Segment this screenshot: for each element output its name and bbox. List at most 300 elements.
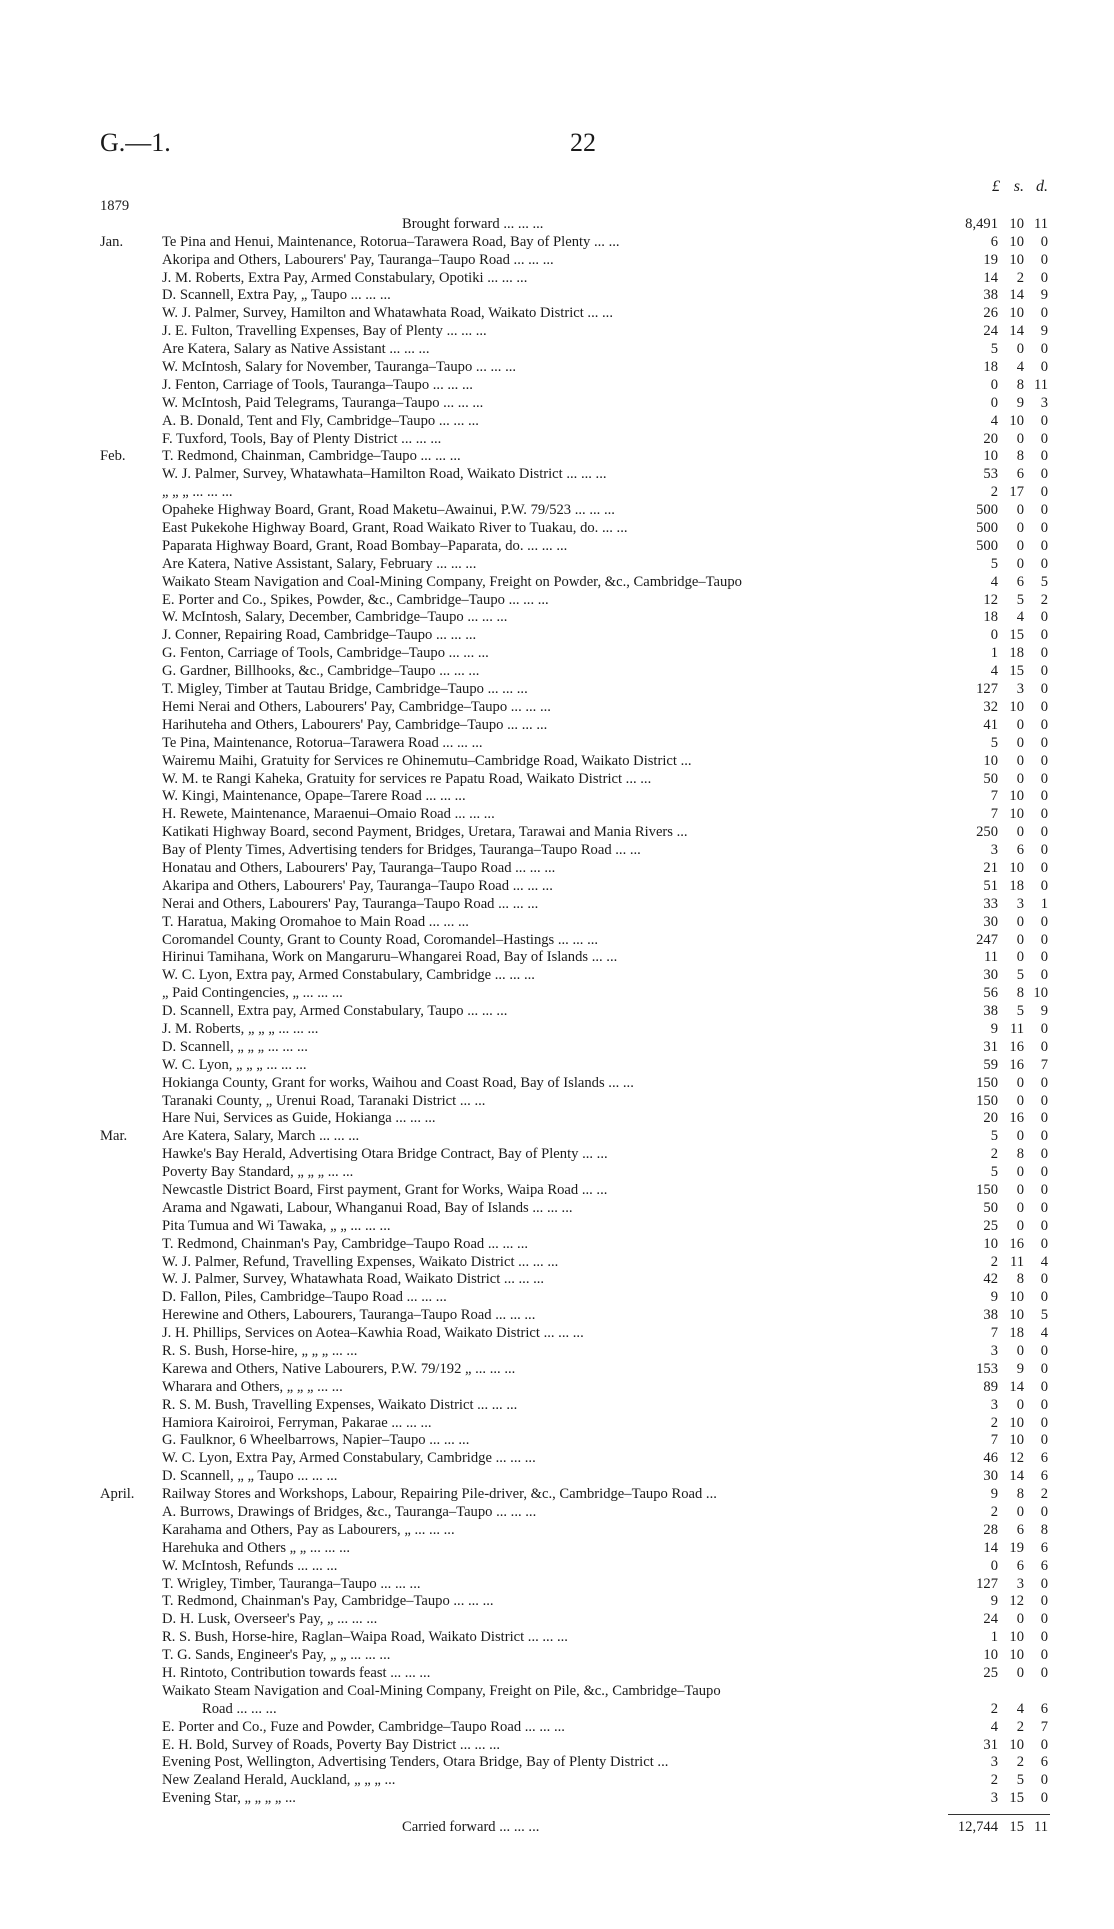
amount-shillings: 0 (1016, 537, 1024, 554)
amount-pounds: 4 (990, 573, 998, 590)
ledger-row (100, 681, 1050, 699)
amount-pounds: 7 (990, 1325, 998, 1342)
amount-pounds: 20 (983, 430, 998, 447)
month-label: Mar. (100, 1128, 128, 1145)
amount-pounds: 8,491 (965, 215, 998, 232)
amount-shillings: 8 (1016, 448, 1024, 465)
total-pence: 11 (1033, 1819, 1048, 1836)
ledger-row (100, 663, 1050, 681)
amount-shillings: 10 (1009, 788, 1024, 805)
amount-pence: 0 (1040, 627, 1048, 644)
amount-shillings: 8 (1016, 1271, 1024, 1288)
ledger-row (100, 1576, 1050, 1594)
amount-pounds: 56 (983, 985, 998, 1002)
entry-description: Brought forward ... ... ... (402, 215, 544, 232)
amount-pounds: 0 (990, 1557, 998, 1574)
entry-description: E. H. Bold, Survey of Roads, Poverty Bay District ... ... ... (162, 1736, 501, 1753)
amount-pence: 0 (1040, 663, 1048, 680)
entry-description: J. M. Roberts, „ „ „ ... ... ... (162, 1020, 319, 1037)
amount-pounds: 0 (990, 394, 998, 411)
amount-shillings: 6 (1016, 466, 1024, 483)
amount-pounds: 2 (990, 1700, 998, 1717)
amount-pence: 9 (1040, 323, 1048, 340)
amount-pence: 6 (1040, 1557, 1048, 1574)
amount-pence: 0 (1040, 448, 1048, 465)
amount-shillings: 0 (1016, 1164, 1024, 1181)
amount-pounds: 12 (983, 591, 998, 608)
amount-shillings: 0 (1016, 1128, 1024, 1145)
amount-pounds: 2 (990, 1772, 998, 1789)
amount-pence: 0 (1040, 1289, 1048, 1306)
amount-shillings: 10 (1009, 698, 1024, 715)
ledger-row (100, 1737, 1050, 1755)
amount-pounds: 500 (976, 520, 998, 537)
ledger-row (100, 1307, 1050, 1325)
amount-shillings: 18 (1009, 1325, 1024, 1342)
amount-shillings: 16 (1009, 1038, 1024, 1055)
amount-shillings: 6 (1016, 842, 1024, 859)
amount-pence: 0 (1040, 1271, 1048, 1288)
amount-shillings: 0 (1016, 734, 1024, 751)
amount-pounds: 10 (983, 752, 998, 769)
entry-description: Harihuteha and Others, Labourers' Pay, Cambridge–Taupo ... ... ... (162, 716, 548, 733)
ledger-row (100, 1325, 1050, 1343)
entry-description: T. Migley, Timber at Tautau Bridge, Cambridge–Taupo ... ... ... (162, 681, 528, 698)
amount-pounds: 150 (976, 1092, 998, 1109)
amount-pence: 0 (1040, 770, 1048, 787)
ledger-row (100, 502, 1050, 520)
amount-shillings: 5 (1016, 1772, 1024, 1789)
amount-shillings: 0 (1016, 913, 1024, 930)
amount-pence: 0 (1040, 806, 1048, 823)
amount-shillings: 12 (1009, 1450, 1024, 1467)
amount-shillings: 16 (1009, 1235, 1024, 1252)
amount-pounds: 5 (990, 1128, 998, 1145)
amount-pence: 5 (1040, 1307, 1048, 1324)
shillings-column-header: s. (1013, 178, 1024, 195)
amount-pounds: 38 (983, 287, 998, 304)
amount-shillings: 0 (1016, 752, 1024, 769)
amount-shillings: 19 (1009, 1539, 1024, 1556)
amount-shillings: 3 (1016, 1575, 1024, 1592)
pounds-column-header: £ (992, 178, 1000, 195)
amount-pounds: 150 (976, 1074, 998, 1091)
amount-shillings: 9 (1016, 1360, 1024, 1377)
entry-description: Evening Post, Wellington, Advertising Tenders, Otara Bridge, Bay of Plenty District ... (162, 1754, 669, 1771)
ledger-row (100, 1343, 1050, 1361)
entry-description: Waikato Steam Navigation and Coal-Mining Company, Freight on Pile, &c., Cambridge–Taupo (162, 1682, 721, 1699)
amount-pence: 0 (1040, 1736, 1048, 1753)
amount-pence: 0 (1040, 752, 1048, 769)
amount-shillings: 0 (1016, 931, 1024, 948)
entry-description: Wharara and Others, „ „ „ ... ... (162, 1378, 343, 1395)
ledger-row (100, 1039, 1050, 1057)
amount-pence: 0 (1040, 1575, 1048, 1592)
amount-pounds: 14 (983, 1539, 998, 1556)
amount-pence: 0 (1040, 698, 1048, 715)
ledger-row (100, 949, 1050, 967)
amount-pounds: 127 (976, 681, 998, 698)
ledger-row (100, 1558, 1050, 1576)
amount-pounds: 41 (983, 716, 998, 733)
amount-pounds: 7 (990, 788, 998, 805)
amount-shillings: 0 (1016, 949, 1024, 966)
amount-pence: 0 (1040, 1790, 1048, 1807)
amount-shillings: 0 (1016, 555, 1024, 572)
amount-pounds: 30 (983, 967, 998, 984)
amount-pounds: 2 (990, 484, 998, 501)
entry-description: Are Katera, Salary as Native Assistant ... ... ... (162, 341, 430, 358)
amount-pence: 0 (1040, 609, 1048, 626)
entry-description: R. S. Bush, Horse-hire, Raglan–Waipa Road, Waikato District ... ... ... (162, 1629, 568, 1646)
amount-pounds: 25 (983, 1665, 998, 1682)
amount-pounds: 9 (990, 1020, 998, 1037)
amount-shillings: 9 (1016, 394, 1024, 411)
amount-pence: 0 (1040, 1593, 1048, 1610)
entry-description: W. McIntosh, Paid Telegrams, Tauranga–Taupo ... ... ... (162, 394, 484, 411)
amount-shillings: 5 (1016, 1003, 1024, 1020)
entry-description: D. Scannell, „ „ „ ... ... ... (162, 1038, 308, 1055)
amount-pence: 0 (1040, 520, 1048, 537)
ledger-row (100, 1683, 1050, 1701)
ledger-row (100, 1379, 1050, 1397)
ledger-row (100, 413, 1050, 431)
amount-pounds: 1 (990, 645, 998, 662)
amount-pounds: 30 (983, 1468, 998, 1485)
entry-description: Paparata Highway Board, Grant, Road Bombay–Paparata, do. ... ... ... (162, 537, 568, 554)
ledger-row (100, 645, 1050, 663)
amount-pounds: 50 (983, 1199, 998, 1216)
amount-pounds: 5 (990, 341, 998, 358)
amount-pence: 6 (1040, 1539, 1048, 1556)
ledger-row (100, 1289, 1050, 1307)
ledger-row (100, 1540, 1050, 1558)
amount-pence: 2 (1040, 1486, 1048, 1503)
ledger-rows (100, 216, 1050, 1808)
ledger-row (100, 341, 1050, 359)
amount-shillings: 17 (1009, 484, 1024, 501)
amount-shillings: 10 (1009, 859, 1024, 876)
amount-pence: 0 (1040, 1629, 1048, 1646)
amount-pounds: 21 (983, 859, 998, 876)
ledger-row (100, 1611, 1050, 1629)
amount-pence: 11 (1033, 376, 1048, 393)
amount-pence: 3 (1040, 394, 1048, 411)
entry-description: Nerai and Others, Labourers' Pay, Tauranga–Taupo Road ... ... ... (162, 895, 539, 912)
amount-pounds: 7 (990, 1432, 998, 1449)
amount-shillings: 15 (1009, 627, 1024, 644)
entry-description: J. Fenton, Carriage of Tools, Tauranga–Taupo ... ... ... (162, 376, 473, 393)
amount-pounds: 31 (983, 1736, 998, 1753)
amount-pence: 0 (1040, 412, 1048, 429)
ledger-row (100, 1701, 1050, 1719)
amount-shillings: 14 (1009, 287, 1024, 304)
amount-shillings: 0 (1016, 520, 1024, 537)
amount-pounds: 5 (990, 1164, 998, 1181)
amount-shillings: 0 (1016, 1074, 1024, 1091)
amount-pence: 0 (1040, 842, 1048, 859)
document-reference: G.—1. (100, 128, 171, 157)
ledger-row (100, 1450, 1050, 1468)
amount-pounds: 0 (990, 627, 998, 644)
amount-pounds: 2 (990, 1504, 998, 1521)
entry-description: G. Gardner, Billhooks, &c., Cambridge–Taupo ... ... ... (162, 663, 480, 680)
amount-pence: 8 (1040, 1521, 1048, 1538)
entry-description: Are Katera, Salary, March ... ... ... (162, 1128, 360, 1145)
ledger-row (100, 1790, 1050, 1808)
entry-description: Akoripa and Others, Labourers' Pay, Tauranga–Taupo Road ... ... ... (162, 251, 554, 268)
ledger-row (100, 717, 1050, 735)
year-row (100, 198, 1050, 216)
amount-shillings: 6 (1016, 1557, 1024, 1574)
entry-description: Hawke's Bay Herald, Advertising Otara Bridge Contract, Bay of Plenty ... ... (162, 1146, 608, 1163)
amount-shillings: 2 (1016, 1754, 1024, 1771)
amount-shillings: 8 (1016, 985, 1024, 1002)
amount-pence: 0 (1040, 681, 1048, 698)
amount-pounds: 9 (990, 1593, 998, 1610)
amount-pence: 0 (1040, 251, 1048, 268)
entry-description: Bay of Plenty Times, Advertising tenders for Bridges, Tauranga–Taupo Road ... ... (162, 842, 641, 859)
entry-description: Akaripa and Others, Labourers' Pay, Tauranga–Taupo Road ... ... ... (162, 877, 553, 894)
ledger-row (100, 1110, 1050, 1128)
month-label: Jan. (100, 233, 124, 250)
amount-pounds: 0 (990, 376, 998, 393)
amount-pence: 0 (1040, 1217, 1048, 1234)
amount-pounds: 38 (983, 1307, 998, 1324)
amount-shillings: 6 (1016, 573, 1024, 590)
amount-shillings: 10 (1009, 1736, 1024, 1753)
amount-shillings: 14 (1009, 323, 1024, 340)
entry-description: Hokianga County, Grant for works, Waihou and Coast Road, Bay of Islands ... ... (162, 1074, 634, 1091)
amount-shillings: 0 (1016, 1611, 1024, 1628)
entry-description: Coromandel County, Grant to County Road, Coromandel–Hastings ... ... ... (162, 931, 599, 948)
ledger-row (100, 216, 1050, 234)
amount-pounds: 150 (976, 1181, 998, 1198)
ledger-row (100, 1432, 1050, 1450)
amount-shillings: 2 (1016, 269, 1024, 286)
amount-shillings: 14 (1009, 1378, 1024, 1395)
amount-pence: 0 (1040, 1235, 1048, 1252)
amount-pounds: 31 (983, 1038, 998, 1055)
amount-shillings: 0 (1016, 1199, 1024, 1216)
page-header (100, 128, 1050, 158)
entry-description: Karahama and Others, Pay as Labourers, „ ... ... ... (162, 1521, 455, 1538)
entry-description: Arama and Ngawati, Labour, Whanganui Road, Bay of Islands ... ... ... (162, 1199, 573, 1216)
ledger-row (100, 1522, 1050, 1540)
amount-pence: 0 (1040, 1647, 1048, 1664)
amount-pounds: 24 (983, 1611, 998, 1628)
ledger-row (100, 1182, 1050, 1200)
entry-description: W. McIntosh, Salary for November, Tauranga–Taupo ... ... ... (162, 359, 517, 376)
entry-description: R. S. M. Bush, Travelling Expenses, Waikato District ... ... ... (162, 1396, 518, 1413)
entry-description: W. J. Palmer, Survey, Whatawhata–Hamilton Road, Waikato District ... ... ... (162, 466, 607, 483)
amount-pounds: 1 (990, 1629, 998, 1646)
ledger-row (100, 627, 1050, 645)
amount-pounds: 7 (990, 806, 998, 823)
entry-description: T. Redmond, Chainman's Pay, Cambridge–Taupo ... ... ... (162, 1593, 494, 1610)
entry-description: W. C. Lyon, Extra pay, Armed Constabulary, Cambridge ... ... ... (162, 967, 535, 984)
amount-shillings: 12 (1009, 1593, 1024, 1610)
entry-description: W. J. Palmer, Refund, Travelling Expenses, Waikato District ... ... ... (162, 1253, 559, 1270)
amount-pence: 0 (1040, 1199, 1048, 1216)
amount-shillings: 10 (1009, 1289, 1024, 1306)
amount-shillings: 10 (1009, 305, 1024, 322)
entry-description: W. Kingi, Maintenance, Opape–Tarere Road ... ... ... (162, 788, 466, 805)
amount-pence: 0 (1040, 824, 1048, 841)
entry-description: Honatau and Others, Labourers' Pay, Tauranga–Taupo Road ... ... ... (162, 859, 556, 876)
entry-description: E. Porter and Co., Fuze and Powder, Cambridge–Taupo Road ... ... ... (162, 1718, 565, 1735)
amount-pence: 0 (1040, 1128, 1048, 1145)
amount-pence: 9 (1040, 287, 1048, 304)
entry-description: T. Wrigley, Timber, Tauranga–Taupo ... ... ... (162, 1575, 421, 1592)
entry-description: Hirinui Tamihana, Work on Mangaruru–Whangarei Road, Bay of Islands ... ... (162, 949, 618, 966)
ledger-row (100, 896, 1050, 914)
amount-pence: 0 (1040, 1378, 1048, 1395)
ledger-row (100, 574, 1050, 592)
ledger-row (100, 967, 1050, 985)
amount-pounds: 10 (983, 1647, 998, 1664)
amount-pounds: 3 (990, 1396, 998, 1413)
amount-shillings: 0 (1016, 1504, 1024, 1521)
amount-shillings: 10 (1009, 233, 1024, 250)
amount-pence: 6 (1040, 1754, 1048, 1771)
ledger-row (100, 520, 1050, 538)
ledger-row (100, 824, 1050, 842)
ledger-row (100, 1218, 1050, 1236)
ledger-row (100, 359, 1050, 377)
ledger-row (100, 985, 1050, 1003)
amount-pence: 0 (1040, 233, 1048, 250)
amount-pence: 0 (1040, 555, 1048, 572)
amount-shillings: 16 (1009, 1056, 1024, 1073)
amount-pounds: 3 (990, 842, 998, 859)
amount-shillings: 3 (1016, 895, 1024, 912)
ledger-row (100, 1254, 1050, 1272)
ledger-row (100, 1397, 1050, 1415)
amount-pounds: 33 (983, 895, 998, 912)
ledger-row (100, 1754, 1050, 1772)
amount-shillings: 0 (1016, 1665, 1024, 1682)
carried-forward-row (100, 1814, 1050, 1838)
ledger-row (100, 1003, 1050, 1021)
entry-description: Hamiora Kairoiroi, Ferryman, Pakarae ... ... ... (162, 1414, 432, 1431)
ledger-row (100, 1164, 1050, 1182)
amount-pounds: 51 (983, 877, 998, 894)
ledger-row (100, 538, 1050, 556)
ledger-row (100, 806, 1050, 824)
entry-description: Newcastle District Board, First payment, Grant for Works, Waipa Road ... ... (162, 1181, 608, 1198)
amount-shillings: 0 (1016, 1217, 1024, 1234)
amount-shillings: 0 (1016, 716, 1024, 733)
ledger-row (100, 234, 1050, 252)
amount-pence: 0 (1040, 967, 1048, 984)
currency-column-headers (100, 178, 1050, 198)
ledger-row (100, 287, 1050, 305)
amount-shillings: 2 (1016, 1718, 1024, 1735)
entry-description: D. Scannell, Extra Pay, „ Taupo ... ... ... (162, 287, 391, 304)
ledger-row (100, 305, 1050, 323)
amount-pounds: 2 (990, 1414, 998, 1431)
amount-pounds: 10 (983, 448, 998, 465)
pence-column-header: d. (1036, 178, 1048, 195)
amount-pounds: 24 (983, 323, 998, 340)
amount-pence: 0 (1040, 1343, 1048, 1359)
entry-description: Road ... ... ... (202, 1700, 277, 1717)
amount-pounds: 4 (990, 412, 998, 429)
entry-description: G. Faulknor, 6 Wheelbarrows, Napier–Taupo ... ... ... (162, 1432, 470, 1449)
amount-pence: 0 (1040, 788, 1048, 805)
entry-description: W. J. Palmer, Survey, Whatawhata Road, Waikato District ... ... ... (162, 1271, 545, 1288)
ledger-row (100, 1415, 1050, 1433)
ledger-row (100, 323, 1050, 341)
entry-description: E. Porter and Co., Spikes, Powder, &c., Cambridge–Taupo ... ... ... (162, 591, 549, 608)
amount-pence: 7 (1040, 1056, 1048, 1073)
amount-pence: 0 (1040, 1092, 1048, 1109)
entry-description: Hemi Nerai and Others, Labourers' Pay, Cambridge–Taupo ... ... ... (162, 698, 551, 715)
amount-shillings: 16 (1009, 1110, 1024, 1127)
entry-description: F. Tuxford, Tools, Bay of Plenty District ... ... ... (162, 430, 442, 447)
ledger-row (100, 914, 1050, 932)
amount-shillings: 5 (1016, 591, 1024, 608)
entry-description: W. M. te Rangi Kaheka, Gratuity for services re Papatu Road, Waikato District ... ... (162, 770, 652, 787)
amount-pounds: 25 (983, 1217, 998, 1234)
amount-pence: 0 (1040, 931, 1048, 948)
amount-pence: 0 (1040, 1181, 1048, 1198)
amount-pence: 0 (1040, 359, 1048, 376)
month-label: Feb. (100, 448, 126, 465)
entry-description: „ „ „ ... ... ... (162, 484, 233, 501)
amount-pence: 0 (1040, 269, 1048, 286)
entry-description: D. Scannell, „ „ Taupo ... ... ... (162, 1468, 338, 1485)
entry-description: Railway Stores and Workshops, Labour, Repairing Pile-driver, &c., Cambridge–Taupo Road ... (162, 1486, 717, 1503)
amount-shillings: 6 (1016, 1521, 1024, 1538)
amount-pence: 0 (1040, 949, 1048, 966)
amount-pounds: 153 (976, 1360, 998, 1377)
amount-pence: 0 (1040, 1110, 1048, 1127)
entry-description: J. Conner, Repairing Road, Cambridge–Taupo ... ... ... (162, 627, 477, 644)
ledger-row (100, 484, 1050, 502)
ledger-row (100, 431, 1050, 449)
amount-pounds: 11 (983, 949, 998, 966)
entry-description: W. J. Palmer, Survey, Hamilton and Whatawhata Road, Waikato District ... ... (162, 305, 613, 322)
amount-pence: 6 (1040, 1700, 1048, 1717)
amount-pence: 2 (1040, 591, 1048, 608)
amount-pounds: 4 (990, 663, 998, 680)
amount-pounds: 500 (976, 502, 998, 519)
amount-shillings: 10 (1009, 251, 1024, 268)
amount-pounds: 5 (990, 734, 998, 751)
amount-pounds: 6 (990, 233, 998, 250)
ledger-row (100, 466, 1050, 484)
amount-pence: 0 (1040, 466, 1048, 483)
ledger-row (100, 1271, 1050, 1289)
entry-description: R. S. Bush, Horse-hire, „ „ „ ... ... (162, 1343, 358, 1359)
amount-pence: 0 (1040, 1665, 1048, 1682)
entry-description: Taranaki County, „ Urenui Road, Taranaki District ... ... (162, 1092, 486, 1109)
amount-pence: 0 (1040, 1504, 1048, 1521)
entry-description: W. C. Lyon, „ „ „ ... ... ... (162, 1056, 307, 1073)
entry-description: Opaheke Highway Board, Grant, Road Maketu–Awainui, P.W. 79/523 ... ... ... (162, 502, 615, 519)
amount-shillings: 8 (1016, 1486, 1024, 1503)
ledger-row (100, 270, 1050, 288)
amount-shillings: 10 (1009, 215, 1024, 232)
amount-shillings: 0 (1016, 1396, 1024, 1413)
entry-description: Evening Star, „ „ „ „ ... (162, 1790, 296, 1807)
entry-description: W. McIntosh, Salary, December, Cambridge–Taupo ... ... ... (162, 609, 508, 626)
amount-pounds: 127 (976, 1575, 998, 1592)
amount-pounds: 2 (990, 1253, 998, 1270)
entry-description: Harehuka and Others „ „ ... ... ... (162, 1539, 351, 1556)
